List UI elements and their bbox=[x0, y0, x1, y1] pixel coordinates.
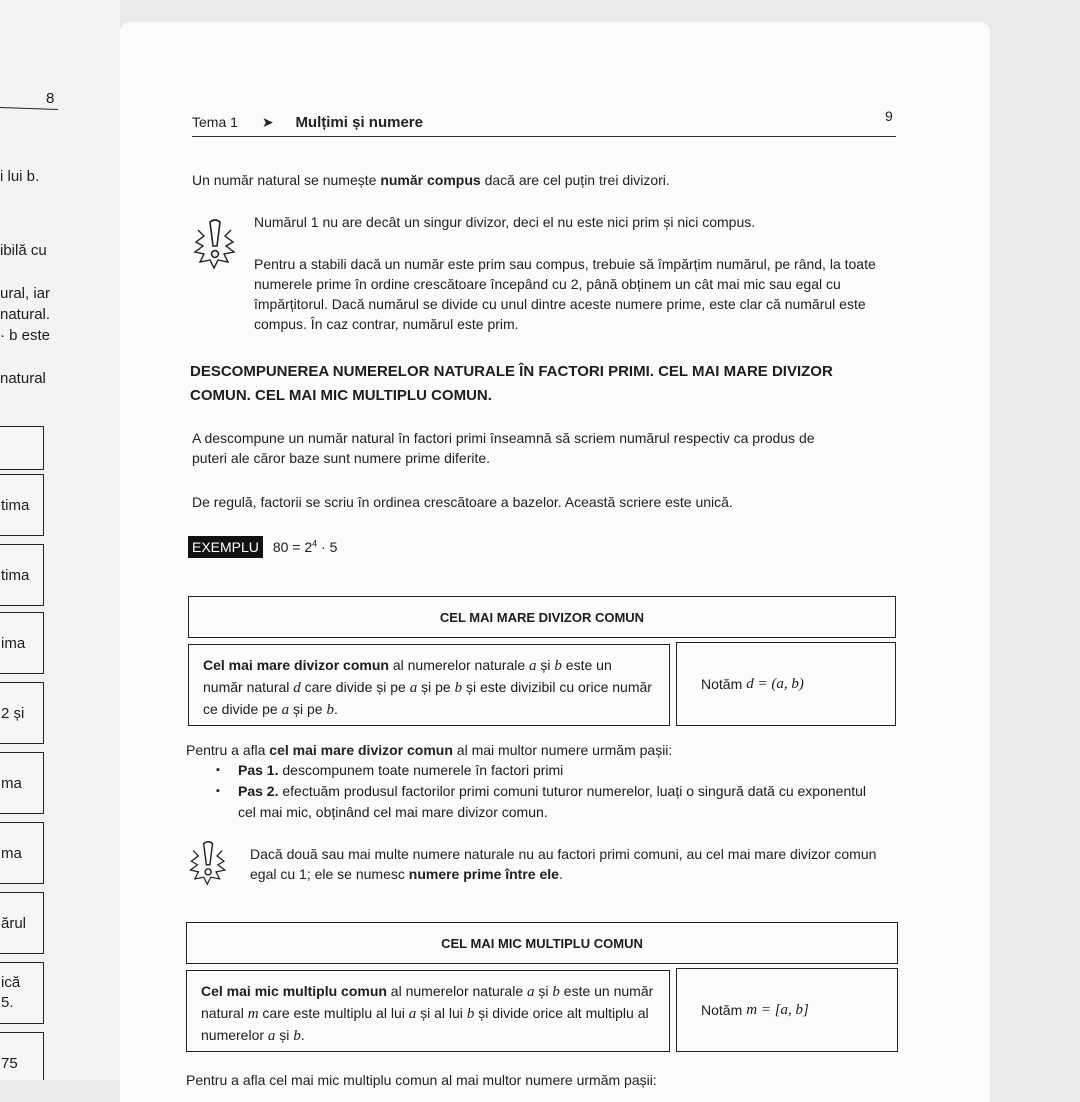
section-heading: DESCOMPUNEREA NUMERELOR NATURALE ÎN FACTORI PRIMI. CEL MAI MARE DIVIZOR COMUN. CEL MAI MIC MULTIPLU COMUN. bbox=[190, 363, 833, 404]
attention-icon bbox=[190, 216, 242, 272]
running-header bbox=[192, 114, 423, 131]
left-fragment: · b este bbox=[0, 327, 51, 344]
chapter-label: Tema 1 bbox=[192, 114, 238, 130]
term-coprime: numere prime între ele bbox=[408, 866, 559, 882]
composite-definition: Un număr natural se numește număr compus dacă are cel puțin trei divizori. bbox=[192, 172, 670, 188]
term-composite: număr compus bbox=[380, 172, 481, 188]
attention-icon bbox=[186, 838, 232, 888]
left-box: ima bbox=[0, 612, 44, 674]
left-fragment: natural bbox=[0, 370, 46, 387]
lcm-notation: m = [a, b] bbox=[746, 1001, 809, 1018]
lcm-definition-box: Cel mai mic multiplu comun al numerelor naturale a și b este un număr natural m care este multiplu al lui a și al lui b și divide orice alt multiplu al numerelor a și b. bbox=[186, 970, 670, 1052]
left-fragment: ural, iar bbox=[0, 285, 51, 302]
left-header-rule bbox=[0, 107, 58, 110]
page-number: 9 bbox=[885, 108, 893, 124]
left-box: 2 și bbox=[0, 682, 44, 744]
left-box: ma bbox=[0, 822, 44, 884]
note-coprime: Dacă două sau mai multe numere naturale nu au factori primi comuni, au cel mai mare divizor comun egal cu 1; ele se numesc numere prime între ele. bbox=[250, 846, 877, 882]
left-page bbox=[0, 0, 120, 1080]
gcd-steps-intro: Pentru a afla cel mai mare divizor comun al mai multor numere urmăm pașii: bbox=[186, 742, 673, 758]
note-number-one: Numărul 1 nu are decât un singur divizor, deci el nu este nici prim și nici compus. bbox=[254, 214, 756, 230]
left-page-number: 8 bbox=[46, 90, 55, 107]
left-fragment: ibilă cu bbox=[0, 242, 47, 259]
arrow-icon: ➤ bbox=[261, 114, 274, 130]
left-fragment: i lui b. bbox=[0, 168, 40, 185]
example-badge: EXEMPLU bbox=[188, 536, 263, 558]
decompose-rule: De regulă, factorii se scriu în ordinea crescătoare a bazelor. Această scriere este unică. bbox=[192, 494, 733, 510]
left-box: 75 bbox=[0, 1032, 44, 1080]
term-gcd: Cel mai mare divizor comun bbox=[203, 657, 389, 673]
list-item: ▪ Pas 2. efectuăm produsul factorilor primi comuni tuturor numerelor, luați o singură dată cu exponentul cel mai mic, obținând cel mai mare divizor comun. bbox=[216, 781, 876, 823]
gcd-definition-box: Cel mai mare divizor comun al numerelor naturale a și b este un număr natural d care divide și pe a și pe b și este divizibil cu orice număr ce divide pe a și pe b. bbox=[188, 644, 670, 726]
header-rule bbox=[192, 136, 896, 137]
gcd-steps-list bbox=[216, 760, 876, 823]
lcm-title-box: CEL MAI MIC MULTIPLU COMUN bbox=[186, 922, 898, 964]
left-fragment: natural. bbox=[0, 306, 51, 323]
term-gcd-steps: cel mai mare divizor comun bbox=[269, 742, 453, 758]
gcd-title-box: CEL MAI MARE DIVIZOR COMUN bbox=[188, 596, 896, 638]
chapter-title: Mulțimi și numere bbox=[295, 114, 423, 131]
left-box bbox=[0, 426, 44, 470]
decompose-definition: A descompune un număr natural în factori primi înseamnă să scriem numărul respectiv ca produs de puteri ale căror baze sunt numere prime diferite. bbox=[192, 430, 815, 466]
left-box: ărul bbox=[0, 892, 44, 954]
page bbox=[120, 22, 990, 1102]
list-item: ▪ Pas 1. descompunem toate numerele în factori primi bbox=[216, 760, 876, 781]
example bbox=[188, 538, 337, 555]
lcm-notation-box: Notăm m = [a, b] bbox=[676, 968, 898, 1052]
term-lcm: Cel mai mic multiplu comun bbox=[201, 983, 387, 999]
gcd-notation: d = (a, b) bbox=[746, 675, 804, 692]
left-box: ică 5. bbox=[0, 962, 44, 1024]
left-box: tima bbox=[0, 544, 44, 606]
example-formula: $80 = 2^4 \cdot 5$ bbox=[272, 538, 338, 555]
gcd-notation-box: Notăm d = (a, b) bbox=[676, 642, 896, 726]
note-prime-test: Pentru a stabili dacă un număr este prim sau compus, trebuie să împărțim numărul, pe rând, la toate numerele prime în ordine crescătoare începând cu 2, până obținem un cât mai mic sau egal cu împărțitorul. Dacă numărul se divide cu unul dintre aceste numere prime, este clar că numărul este compus. În caz contrar, numărul este prim. bbox=[254, 256, 876, 332]
lcm-steps-intro: Pentru a afla cel mai mic multiplu comun al mai multor numere urmăm pașii: bbox=[186, 1072, 657, 1088]
left-box: tima bbox=[0, 474, 44, 536]
left-box: ma bbox=[0, 752, 44, 814]
